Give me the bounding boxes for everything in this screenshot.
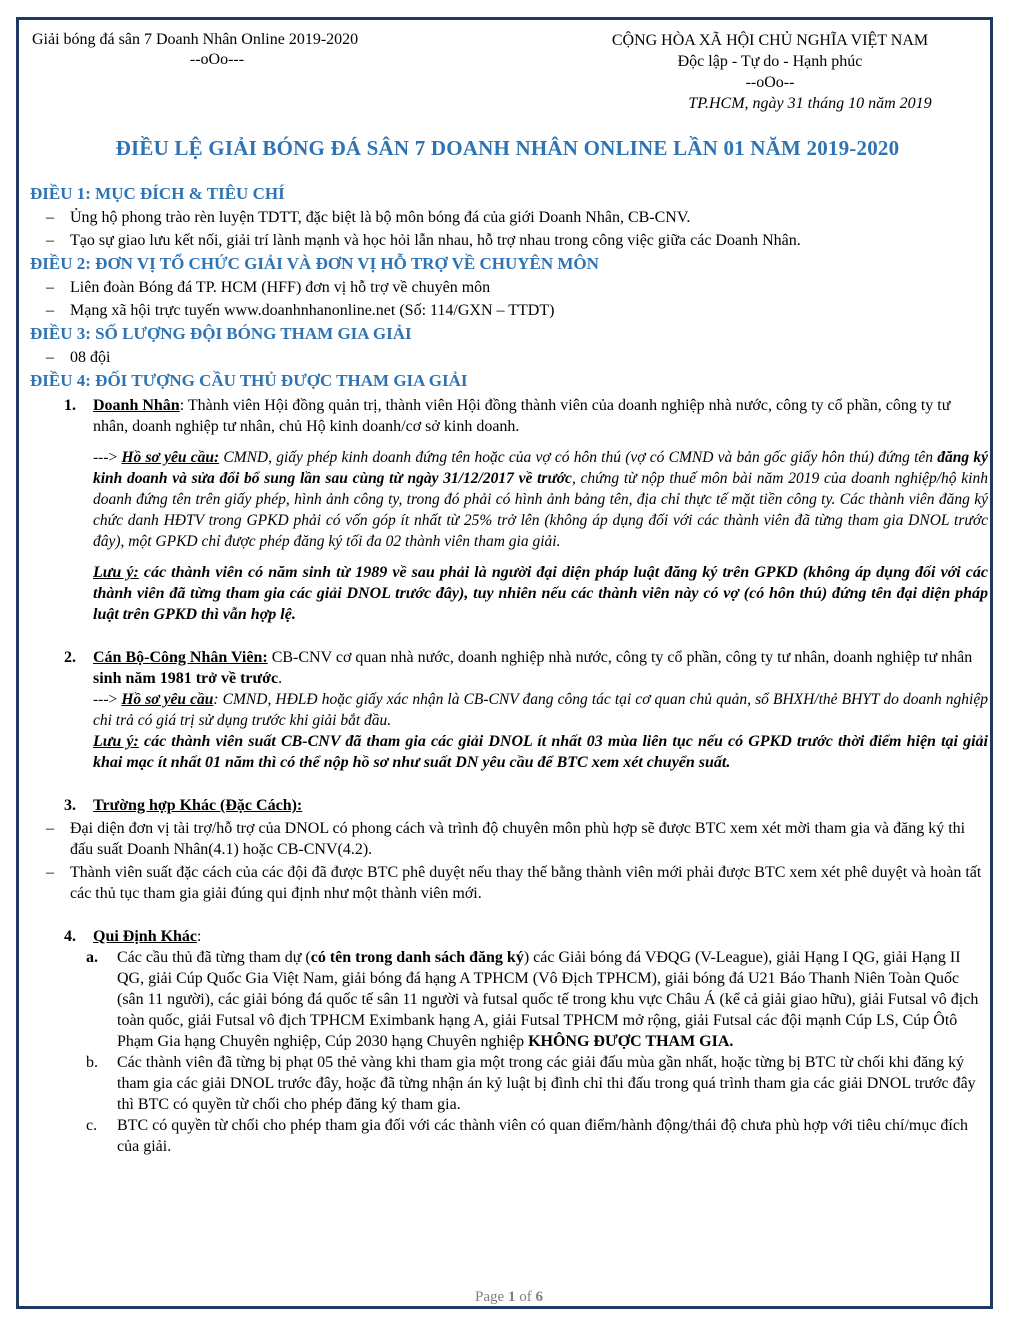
list-item: – Đại diện đơn vị tài trợ/hỗ trợ của DNOL có phong cách và trình độ chuyên môn phù hợp sẽ được BTC xem xét mời tham gia và đăng ký thi đấu suất Doanh Nhân(4.1) hoặc CB-CNV(4.2). bbox=[46, 820, 966, 858]
national-motto: Độc lập - Tự do - Hạnh phúc bbox=[677, 53, 863, 70]
list-item: – 08 đội bbox=[46, 349, 111, 366]
docs-required: ---> Hồ sơ yêu cầu: CMND, giấy phép kinh doanh đứng tên hoặc của vợ có hôn thú (vợ có CMND và bản gốc giấy hôn thú) đứng tên đăng ký kinh doanh và sửa đổi bổ sung lần sau cùng từ ngày 31/12/2017 về trước, chứng từ nộp thuế môn bài năm 2019 của doanh nghiệp/hộ kinh doanh đứng tên trên giấy phép, hình ảnh công ty, trong đó phải có hình ảnh bảng tên, địa chỉ thực tế mặt tiền công ty. Các thành viên đăng ký chức danh HĐTV trong GPKD phải có vốn góp ít nhất từ 25% trở lên (không áp dụng đối với các thành viên đã từng tham gia DNOL trước đây), một GPKD chỉ được phép đăng ký tối đa 02 thành viên tham gia giải. bbox=[93, 449, 988, 550]
page-number: Page 1 of 6 bbox=[475, 1289, 543, 1305]
section-4-2: 2. Cán Bộ-Công Nhân Viên: CB-CNV cơ quan nhà nước, doanh nghiệp nhà nước, công ty cổ phần, công ty tư nhân, doanh nghiệp tư nhân sinh năm 1981 trở về trước. bbox=[64, 649, 973, 687]
note: Lưu ý: các thành viên có năm sinh từ 1989 về sau phải là người đại diện pháp luật đăng ký trên GPKD (không áp dụng đối với các thành viên đã từng tham gia các giải DNOL trước đây), tuy nhiên nếu các thành viên này có vợ (có hôn thú) đứng tên đại diện pháp luật trên GPKD thì vẫn hợp lệ. bbox=[93, 564, 989, 623]
rule-a: a. Các cầu thủ đã từng tham dự (có tên trong danh sách đăng ký) các Giải bóng đá VĐQG (V-League), giải Hạng I QG, giải Hạng II QG, giải Cúp Quốc Gia Việt Nam, giải bóng đá hạng A TPHCM (Vô Địch TPHCM), giải bóng đá U21 Báo Thanh Niên Toàn Quốc (sân 11 người), các giải bóng đá quốc tế sân 11 người và futsal quốc tế trong khu vực Châu Á (kể cả giải giao hữu), giải Futsal vô địch toàn quốc, giải Futsal vô địch TPHCM Eximbank hạng A, giải Futsal TPHCM mở rộng, giải Futsal các đội mạnh Cúp LS, Cúp Ôtô Phạm Gia hạng Chuyên nghiệp, Cúp 2030 hạng Chuyên nghiệp KHÔNG ĐƯỢC THAM GIA. bbox=[86, 949, 979, 1050]
header-right bbox=[555, 30, 985, 114]
document-title: ĐIỀU LỆ GIẢI BÓNG ĐÁ SÂN 7 DOANH NHÂN ONLINE LẦN 01 NĂM 2019-2020 bbox=[115, 136, 900, 160]
section-4-3: 3. Trường hợp Khác (Đặc Cách): bbox=[64, 797, 303, 814]
tournament-name: Giải bóng đá sân 7 Doanh Nhân Online 2019-2020 bbox=[32, 31, 359, 48]
list-item: – Ủng hộ phong trào rèn luyện TDTT, đặc biệt là bộ môn bóng đá của giới Doanh Nhân, CB-CNV. bbox=[46, 209, 691, 226]
section-4-1: 1. Doanh Nhân: Thành viên Hội đồng quản trị, thành viên Hội đồng thành viên của doanh nghiệp nhà nước, công ty cổ phần, công ty tư nhân, doanh nghiệp tư nhân, chủ Hộ kinh doanh/cơ sở kinh doanh. bbox=[64, 397, 951, 435]
list-item: – Mạng xã hội trực tuyến www.doanhnhanonline.net (Số: 114/GXN – TTDT) bbox=[46, 302, 555, 319]
section-4-4: 4. Qui Định Khác: bbox=[64, 928, 202, 945]
docs-required: ---> Hồ sơ yêu cầu: CMND, HĐLĐ hoặc giấy xác nhận là CB-CNV đang công tác tại cơ quan chủ quản, sổ BHXH/thẻ BHYT do doanh nghiệp chi trả có giá trị sử dụng trước khi giải bắt đầu. bbox=[93, 691, 988, 729]
list-item: – Liên đoàn Bóng đá TP. HCM (HFF) đơn vị hỗ trợ về chuyên môn bbox=[46, 279, 491, 296]
list-item: – Thành viên suất đặc cách của các đội đã được BTC phê duyệt nếu thay thế bằng thành viên mới phải được BTC xem xét phê duyệt và hoàn tất các thủ tục tham gia giải đúng qui định như một thành viên mới. bbox=[46, 864, 982, 902]
ornament-right: --oOo-- bbox=[745, 74, 795, 91]
rule-b: b. Các thành viên đã từng bị phạt 05 thẻ vàng khi tham gia một trong các giải đấu mùa gần nhất, hoặc từng bị BTC từ chối khi đăng ký tham gia các giải DNOL trước đây, hoặc đã từng nhận án kỷ luật bị đình chỉ thi đấu trong quá trình tham gia các giải DNOL trước đây thì BTC có quyền từ chối cho phép đăng ký tham gia. bbox=[86, 1054, 976, 1113]
rule-c: c. BTC có quyền từ chối cho phép tham gia đối với các thành viên có quan điểm/hành động/thái độ chưa phù hợp với tiêu chí/mục đích của giải. bbox=[86, 1117, 968, 1155]
national-title: CỘNG HÒA XÃ HỘI CHỦ NGHĨA VIỆT NAM bbox=[611, 32, 929, 49]
document-date: TP.HCM, ngày 31 tháng 10 năm 2019 bbox=[688, 95, 932, 112]
article-3-heading: ĐIỀU 3: SỐ LƯỢNG ĐỘI BÓNG THAM GIA GIẢI bbox=[30, 324, 412, 343]
ornament-left: --oOo--- bbox=[189, 51, 245, 68]
article-2-heading: ĐIỀU 2: ĐƠN VỊ TỔ CHỨC GIẢI VÀ ĐƠN VỊ HỖ TRỢ VỀ CHUYÊN MÔN bbox=[30, 254, 599, 273]
document-body bbox=[30, 183, 988, 1157]
article-4-heading: ĐIỀU 4: ĐỐI TƯỢNG CẦU THỦ ĐƯỢC THAM GIA GIẢI bbox=[30, 371, 468, 390]
section-label: Trường hợp Khác (Đặc Cách): bbox=[93, 797, 303, 814]
list-item: – Tạo sự giao lưu kết nối, giải trí lành mạnh và học hỏi lẫn nhau, hỗ trợ nhau trong công việc giữa các Doanh Nhân. bbox=[46, 232, 801, 249]
section-label: Doanh Nhân bbox=[93, 397, 180, 414]
note: Lưu ý: các thành viên suất CB-CNV đã tham gia các giải DNOL ít nhất 03 mùa liên tục nếu có GPKD trước thời điểm hiện tại giải khai mạc ít nhất 01 năm thì có thể nộp hồ sơ như suất DN yêu cầu để BTC xem xét chuyển suất. bbox=[93, 733, 989, 771]
article-1-heading: ĐIỀU 1: MỤC ĐÍCH & TIÊU CHÍ bbox=[30, 184, 285, 203]
section-label: Qui Định Khác bbox=[93, 928, 198, 945]
header-left bbox=[32, 30, 402, 70]
section-label: Cán Bộ-Công Nhân Viên: bbox=[93, 649, 268, 666]
